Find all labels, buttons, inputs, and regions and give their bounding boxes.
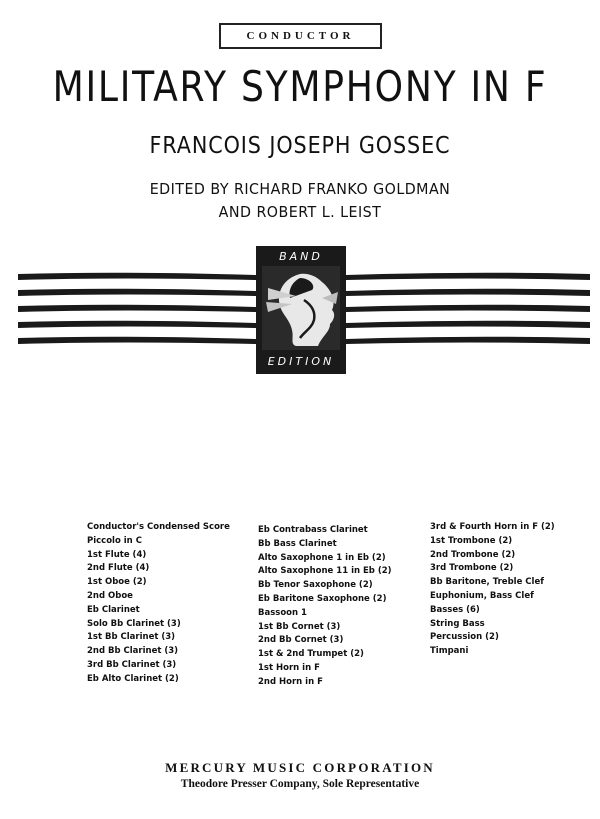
list-item: Solo Bb Clarinet (3) bbox=[87, 618, 181, 629]
list-item: String Bass bbox=[430, 618, 485, 629]
editors-line-2: AND ROBERT L. LEIST bbox=[218, 203, 382, 221]
composer-name: FRANCOIS JOSEPH GOSSEC bbox=[149, 133, 451, 159]
list-item: 3rd & Fourth Horn in F (2) bbox=[430, 522, 555, 532]
parts-list-column-3 bbox=[430, 521, 555, 659]
list-item: 1st Bb Clarinet (3) bbox=[87, 632, 176, 643]
list-item: 1st Bb Cornet (3) bbox=[258, 621, 341, 632]
list-item: 2nd Bb Cornet (3) bbox=[258, 635, 344, 646]
list-item: 2nd Oboe bbox=[87, 590, 133, 601]
list-item: Alto Saxophone 11 in Eb (2) bbox=[258, 566, 392, 577]
list-item: 1st Flute (4) bbox=[87, 549, 147, 560]
list-item: Bb Baritone, Treble Clef bbox=[430, 577, 544, 588]
list-item: Bb Tenor Saxophone (2) bbox=[258, 580, 373, 591]
list-item: Alto Saxophone 1 in Eb (2) bbox=[258, 552, 386, 563]
list-item: Piccolo in C bbox=[87, 535, 142, 546]
list-item: Bassoon 1 bbox=[258, 607, 307, 618]
list-item: 1st Horn in F bbox=[258, 662, 320, 673]
representative-line: Theodore Presser Company, Sole Representative bbox=[180, 778, 420, 790]
band-edition-logo-graphic bbox=[0, 240, 600, 380]
list-item: Eb Alto Clarinet (2) bbox=[87, 673, 179, 684]
editors-credit bbox=[24, 178, 576, 224]
editors-line-1: EDITED BY RICHARD FRANKO GOLDMAN bbox=[149, 180, 451, 198]
page-title: MILITARY SYMPHONY IN F bbox=[52, 62, 548, 111]
list-item: Basses (6) bbox=[430, 604, 480, 615]
list-item: Eb Clarinet bbox=[87, 604, 140, 615]
list-item: Percussion (2) bbox=[430, 632, 499, 643]
logo-top-text: BAND bbox=[279, 250, 323, 263]
list-item: 2nd Flute (4) bbox=[87, 563, 150, 574]
list-item: 2nd Bb Clarinet (3) bbox=[87, 646, 179, 657]
list-item: 3rd Bb Clarinet (3) bbox=[87, 659, 177, 670]
parts-list-column-1 bbox=[87, 521, 230, 687]
list-item: 2nd Trombone (2) bbox=[430, 549, 516, 560]
list-item: Euphonium, Bass Clef bbox=[430, 590, 534, 601]
list-item: Eb Contrabass Clarinet bbox=[258, 525, 368, 535]
publisher-name: MERCURY MUSIC CORPORATION bbox=[165, 760, 435, 775]
list-item: 3rd Trombone (2) bbox=[430, 563, 514, 574]
list-item: Eb Baritone Saxophone (2) bbox=[258, 593, 387, 604]
band-edition-logo bbox=[0, 240, 600, 380]
list-item: 1st Trombone (2) bbox=[430, 535, 513, 546]
list-item: 1st & 2nd Trumpet (2) bbox=[258, 649, 364, 660]
logo-bottom-text: EDITION bbox=[267, 355, 335, 368]
parts-list-column-2 bbox=[258, 524, 392, 690]
list-item: 2nd Horn in F bbox=[258, 676, 323, 687]
list-item: Bb Bass Clarinet bbox=[258, 538, 337, 549]
list-item: Timpani bbox=[430, 646, 469, 657]
list-item: Conductor's Condensed Score bbox=[87, 522, 230, 532]
conductor-label: CONDUCTOR bbox=[219, 23, 382, 49]
list-item: 1st Oboe (2) bbox=[87, 577, 147, 588]
